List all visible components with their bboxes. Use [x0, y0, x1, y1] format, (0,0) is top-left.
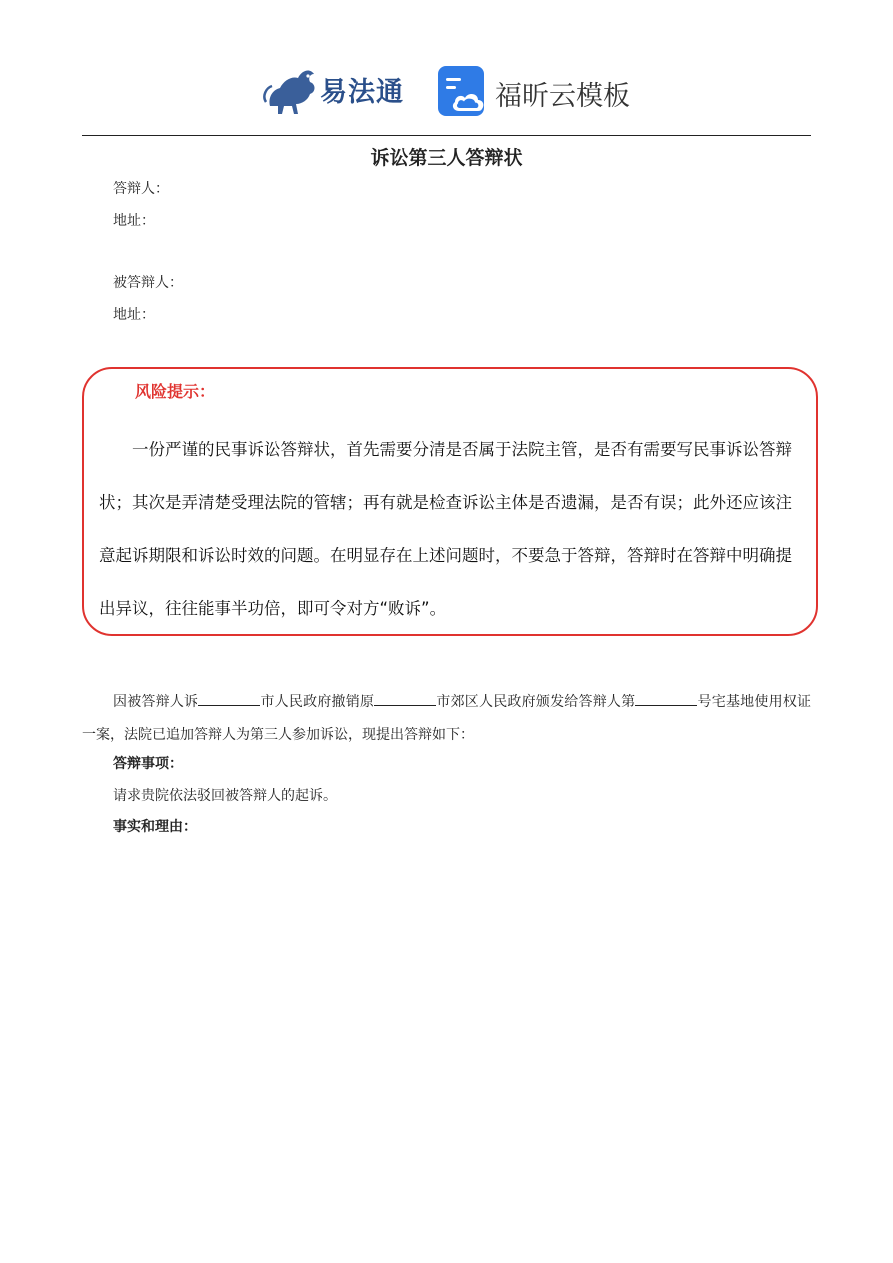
header: [0, 60, 893, 122]
blank-field: [635, 691, 697, 706]
blank-field: [374, 691, 436, 706]
facts-heading: 事实和理由：: [113, 819, 197, 835]
paragraph-part4: 号宅基地使用权证一案，法院已追加答辩人为第三人参加诉讼，现提出答辩如下：: [82, 694, 812, 743]
blank-field: [198, 691, 260, 706]
logo1-text: 易法通: [320, 77, 404, 108]
logo2-text: 福昕云模板: [495, 81, 630, 112]
matters-heading: 答辩事项：: [113, 756, 183, 772]
risk-warning-box: [82, 367, 818, 636]
risk-title: 风险提示：: [135, 382, 216, 401]
yifatong-logo: [262, 62, 412, 118]
cloud-doc-icon: [437, 65, 489, 117]
matters-text: 请求贵院依法驳回被答辩人的起诉。: [113, 788, 337, 804]
fuxin-logo: [437, 65, 637, 117]
paragraph-part3: 市郊区人民政府颁发给答辩人第: [436, 694, 636, 710]
reply-paragraph: [82, 686, 811, 752]
paragraph-part2: 市人民政府撤销原: [260, 694, 375, 710]
document-title: 诉讼第三人答辩状: [370, 147, 523, 169]
defendant-address-label: 地址：: [113, 307, 155, 323]
qilin-icon: [262, 62, 320, 118]
paragraph-part1: 因被答辩人诉: [113, 694, 199, 710]
respondent-address-label: 地址：: [113, 213, 155, 229]
defendant-label: 被答辩人：: [113, 275, 183, 291]
risk-body: 一份严谨的民事诉讼答辩状，首先需要分清是否属于法院主管，是否有需要写民事诉讼答辩状；其次是弄清楚受理法院的管辖；再有就是检查诉讼主体是否遗漏，是否有误；此外还应该注意起诉期限和诉讼时效的问题。在明显存在上述问题时，不要急于答辩，答辩时在答辩中明确提出异议，往往能事半功倍，即可令对方“败诉”。: [99, 440, 792, 618]
respondent-label: 答辩人：: [113, 181, 169, 197]
header-divider: [82, 135, 811, 136]
